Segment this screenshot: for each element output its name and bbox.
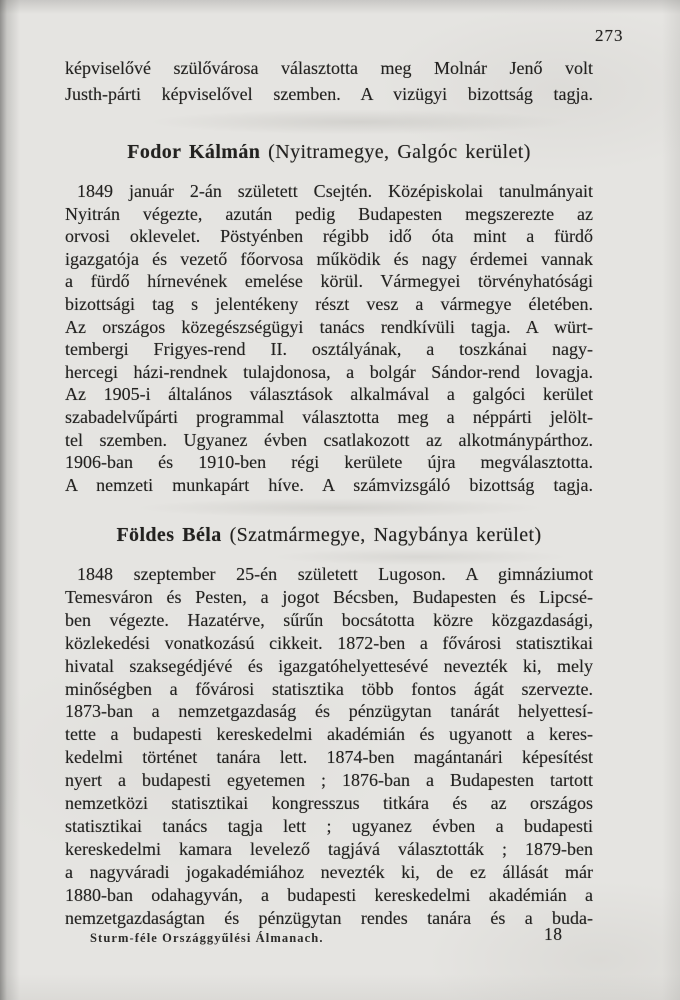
text-line: a nagyváradi jogakadémiához nevezték ki, de ez állását már [65,861,593,882]
entry-heading-foldes [65,524,593,547]
text-line: nyert a budapesti egyetemen ; 1876-ban a Budapesten tartott [65,770,593,791]
text-line: tembergi Frigyes-rend II. osztályának, a toszkánai nagy- [65,339,593,360]
entry-heading-fodor [65,141,593,164]
text-line: nemzetközi statisztikai kongresszus titkára és az országos [65,793,593,814]
entry-body-fodor [65,180,593,496]
entry-name: Fodor Kálmán [127,141,261,163]
text-line: bizottsági tag s jelentékeny részt vesz a vármegye életében. [65,293,593,314]
text-line: tette a budapesti kereskedelmi akadémián és ugyanott a keres- [65,724,593,745]
text-line: 1880-ban odahagyván, a budapesti kereskedelmi akadémián a [65,884,593,905]
text-line: Justh-párti képviselővel szemben. A vizügyi bizottság tagja. [65,83,593,104]
text-line: Az 1905-i általános választások alkalmával a galgóci kerület [65,384,593,405]
text-line: hivatal szaksegédjévé és igazgatóhelyettesévé nevezték ki, mely [65,655,593,676]
text-line: Temesváron és Pesten, a jogot Bécsben, Budapesten és Lipcsé- [65,586,593,607]
entry-body-foldes [65,563,593,930]
text-line: orvosi oklevelet. Pöstyénben régibb idő óta mint a fürdő [65,226,593,247]
footer-signature-number: 18 [544,924,563,944]
entry-district: (Szatmármegye, Nagybánya kerület) [221,524,542,546]
text-line: nemzetgazdaságtan és pénzügytan rendes tanára és a buda- [65,907,593,928]
text-line: a fürdő hírnevének emelése körül. Vármegyei törvényhatósági [65,271,593,292]
entry-district: (Nyitramegye, Galgóc kerület) [260,141,531,163]
text-line: képviselővé szülővárosa választotta meg Molnár Jenő volt [65,58,593,78]
footer-series-title: Sturm-féle Országgyűlési Álmanach. [90,931,324,945]
text-line: kereskedelmi kamara levelező tagjává választották ; 1879-ben [65,838,593,859]
intro-paragraph [65,56,593,107]
text-line: 1873-ban a nemzetgazdaság és pénzügytan tanárát helyettesí- [65,701,593,722]
text-line: A nemzeti munkapárt híve. A számvizsgáló bizottság tagja. [65,474,593,495]
text-line: tel szemben. Ugyanez évben csatlakozott az alkotmánypárthoz. [65,429,593,450]
text-line: igazgatója és vezető főorvosa működik és nagy érdemei vannak [65,248,593,269]
text-line: 1906-ban és 1910-ben régi kerülete újra megválasztotta. [65,452,593,473]
entry-name: Földes Béla [116,524,222,546]
text-line: ben végezte. Hazatérve, sűrűn bocsátotta közre közgazdasági, [65,609,593,630]
text-line: Az országos közegészségügyi tanács rendkívüli tagja. A würt- [65,316,593,337]
text-line: hercegi házi-rendnek tulajdonosa, a bolgár Sándor-rend lovagja. [65,361,593,382]
text-line: minőségben a fővárosi statisztika több fontos ágát szervezte. [65,678,593,699]
text-line: Nyitrán végezte, azután pedig Budapesten megszerezte az [65,203,593,224]
text-line: szabadelvűpárti programmal választotta meg a néppárti jelölt- [65,406,593,427]
text-line: kedelmi történet tanára lett. 1874-ben magántanári képesítést [65,747,593,768]
text-line: 1849 január 2-án született Csejtén. Középiskolai tanulmányait [77,181,593,201]
text-line: 1848 szeptember 25-én született Lugoson. A gimnáziumot [77,564,593,584]
page-number: 273 [595,26,624,45]
text-line: közlekedési vonatkozású cikkeit. 1872-ben a fővárosi statisztikai [65,632,593,653]
text-line: statisztikai tanács tagja lett ; ugyanez évben a budapesti [65,815,593,836]
